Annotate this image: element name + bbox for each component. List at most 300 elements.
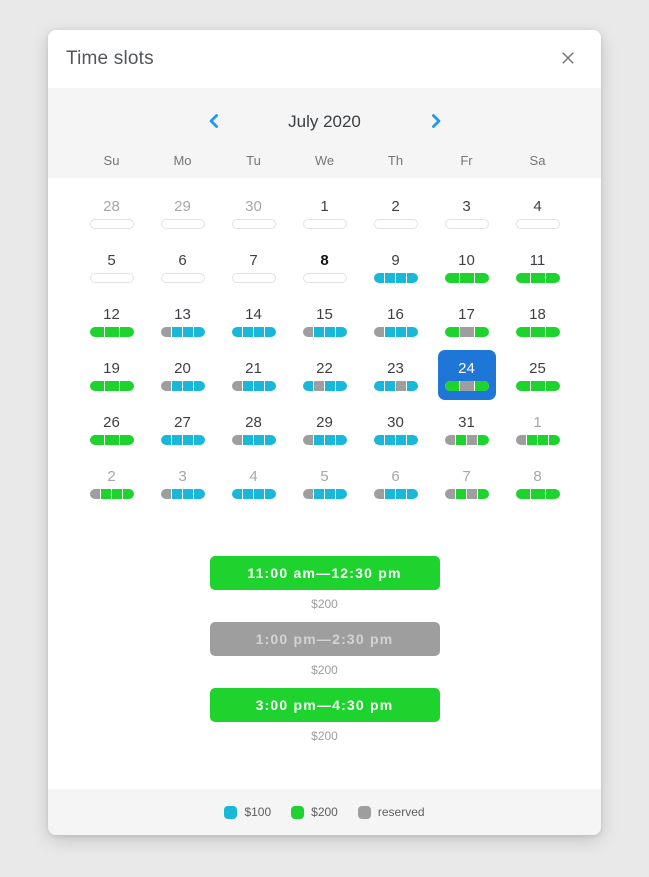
- time-slot-button[interactable]: 3:00 pm—4:30 pm: [210, 688, 440, 722]
- slot-segment-blue: [172, 381, 182, 391]
- availability-bar: [232, 327, 276, 337]
- slot-segment-green: [475, 327, 489, 337]
- modal-title: Time slots: [66, 48, 154, 69]
- slot-segment-blue: [254, 327, 264, 337]
- day-column: [360, 402, 431, 456]
- slot-segment-blue: [396, 327, 406, 337]
- slot-segment-green: [546, 381, 560, 391]
- slot-segment-gray: [303, 327, 313, 337]
- day-column: [218, 294, 289, 348]
- day-cell[interactable]: [225, 458, 283, 508]
- availability-bar: [445, 273, 489, 283]
- legend-label: $100: [244, 805, 272, 819]
- day-cell[interactable]: [509, 296, 567, 346]
- day-number: 18: [529, 305, 546, 323]
- slot-segment-blue: [407, 327, 417, 337]
- time-slot-button[interactable]: 1:00 pm—2:30 pm: [210, 622, 440, 656]
- availability-bar: [90, 381, 134, 391]
- availability-bar: [303, 381, 347, 391]
- slot-segment-blue: [194, 327, 204, 337]
- day-column: [431, 348, 502, 402]
- availability-bar: [445, 381, 489, 391]
- slot-segment-green: [531, 327, 545, 337]
- day-cell[interactable]: [509, 350, 567, 400]
- slot-segment-green: [546, 327, 560, 337]
- availability-bar: [161, 273, 205, 283]
- availability-bar: [232, 381, 276, 391]
- day-cell[interactable]: [83, 458, 141, 508]
- slot-segment-gray: [161, 381, 171, 391]
- day-column: [147, 348, 218, 402]
- slot-segment-blue: [183, 435, 193, 445]
- day-column: [147, 456, 218, 510]
- day-column: [431, 456, 502, 510]
- day-column: [289, 294, 360, 348]
- slot-segment-gray: [396, 381, 406, 391]
- slot-segment-gray: [445, 489, 455, 499]
- slot-segment-green: [460, 273, 474, 283]
- previous-month-button[interactable]: [201, 109, 227, 135]
- slot-segment-gray: [516, 435, 526, 445]
- week-row: [48, 186, 601, 240]
- availability-bar: [374, 381, 418, 391]
- day-column: [289, 456, 360, 510]
- day-cell[interactable]: [154, 242, 212, 292]
- slot-segment-green: [549, 435, 559, 445]
- legend-footer: [48, 789, 601, 835]
- day-column: [218, 456, 289, 510]
- day-column: [147, 294, 218, 348]
- slot-segment-blue: [194, 381, 204, 391]
- day-number: 6: [391, 467, 400, 485]
- day-number: 3: [178, 467, 187, 485]
- slot-segment-blue: [336, 327, 346, 337]
- slot-segment-gray: [303, 489, 313, 499]
- day-cell[interactable]: [225, 296, 283, 346]
- day-column: [502, 348, 573, 402]
- month-label: July 2020: [288, 112, 361, 131]
- slot-segment-blue: [303, 381, 313, 391]
- slot-segment-blue: [232, 327, 242, 337]
- availability-bar: [374, 273, 418, 283]
- day-cell[interactable]: [509, 188, 567, 238]
- day-column: [431, 186, 502, 240]
- day-cell[interactable]: [154, 188, 212, 238]
- day-number: 12: [103, 305, 120, 323]
- legend-item-green: [291, 805, 338, 819]
- slot-segment-blue: [374, 273, 384, 283]
- slot-segment-blue: [265, 327, 275, 337]
- day-number: 24: [458, 359, 475, 377]
- slot-segment-green: [105, 381, 119, 391]
- weekday-label: Fr: [460, 152, 473, 168]
- slot-segment-blue: [183, 327, 193, 337]
- slot-segment-green: [120, 435, 134, 445]
- slot-segment-blue: [325, 327, 335, 337]
- slot-segment-green: [531, 489, 545, 499]
- slot-segment-green: [475, 273, 489, 283]
- availability-bar: [303, 273, 347, 283]
- slot-segment-blue: [314, 435, 324, 445]
- availability-bar: [516, 435, 560, 445]
- day-number: 6: [178, 251, 187, 269]
- slot-segment-blue: [385, 327, 395, 337]
- availability-bar: [90, 435, 134, 445]
- day-number: 10: [458, 251, 475, 269]
- weekday-label: Sa: [529, 152, 546, 168]
- slot-segment-green: [516, 273, 530, 283]
- slot-segment-green: [445, 381, 459, 391]
- slot-segment-green: [90, 435, 104, 445]
- day-cell[interactable]: [83, 242, 141, 292]
- month-navigation: [48, 102, 601, 142]
- slot-segment-blue: [243, 435, 253, 445]
- day-cell[interactable]: [154, 458, 212, 508]
- slot-segment-blue: [396, 435, 406, 445]
- day-number: 22: [316, 359, 333, 377]
- slot-segment-green: [516, 381, 530, 391]
- slot-segment-blue: [254, 489, 264, 499]
- slot-segment-gray: [467, 435, 477, 445]
- slot-segment-blue: [396, 273, 406, 283]
- day-cell[interactable]: [296, 350, 354, 400]
- slot-segment-blue: [336, 381, 346, 391]
- day-number: 28: [103, 197, 120, 215]
- slot-segment-blue: [374, 381, 384, 391]
- day-cell[interactable]: [296, 188, 354, 238]
- weekday-header-row: [48, 142, 601, 178]
- slot-segment-gray: [161, 489, 171, 499]
- day-cell[interactable]: [296, 296, 354, 346]
- day-cell[interactable]: [367, 458, 425, 508]
- slot-segment-blue: [325, 435, 335, 445]
- availability-bar: [516, 327, 560, 337]
- slot-segment-blue: [407, 273, 417, 283]
- day-column: [431, 294, 502, 348]
- day-number: 29: [174, 197, 191, 215]
- slot-segment-blue: [407, 381, 417, 391]
- slot-segment-blue: [194, 435, 204, 445]
- slot-segment-green: [101, 489, 111, 499]
- slot-segment-blue: [336, 435, 346, 445]
- availability-bar: [90, 489, 134, 499]
- availability-bar: [516, 219, 560, 229]
- availability-bar: [161, 327, 205, 337]
- day-number: 9: [391, 251, 400, 269]
- day-column: [76, 348, 147, 402]
- day-column: [431, 240, 502, 294]
- week-row: [48, 294, 601, 348]
- week-row: [48, 348, 601, 402]
- slot-segment-blue: [254, 381, 264, 391]
- day-column: [76, 186, 147, 240]
- slot-segment-gray: [303, 435, 313, 445]
- day-column: [76, 456, 147, 510]
- day-cell[interactable]: [438, 296, 496, 346]
- day-column: [502, 294, 573, 348]
- slot-price-label: $200: [311, 729, 338, 743]
- time-slot-button[interactable]: 11:00 am—12:30 pm: [210, 556, 440, 590]
- availability-bar: [303, 489, 347, 499]
- day-number: 2: [107, 467, 116, 485]
- availability-bar: [516, 273, 560, 283]
- day-number: 14: [245, 305, 262, 323]
- day-number: 20: [174, 359, 191, 377]
- slot-segment-gray: [374, 327, 384, 337]
- day-cell[interactable]: [296, 242, 354, 292]
- slot-segment-blue: [314, 489, 324, 499]
- day-cell[interactable]: [83, 404, 141, 454]
- slot-segment-green: [120, 381, 134, 391]
- slot-segment-blue: [265, 381, 275, 391]
- availability-bar: [90, 327, 134, 337]
- slot-segment-blue: [254, 435, 264, 445]
- day-number: 30: [387, 413, 404, 431]
- chevron-right-icon: [425, 110, 447, 135]
- close-button[interactable]: [555, 46, 581, 72]
- weekday-label: Su: [103, 152, 120, 168]
- day-column: [360, 294, 431, 348]
- legend-item-gray: [358, 805, 425, 819]
- availability-bar: [303, 327, 347, 337]
- day-column: [218, 402, 289, 456]
- day-cell[interactable]: [83, 296, 141, 346]
- slot-segment-green: [445, 273, 459, 283]
- slot-segment-green: [456, 435, 466, 445]
- day-cell[interactable]: [296, 458, 354, 508]
- day-cell[interactable]: [154, 296, 212, 346]
- day-number: 5: [320, 467, 329, 485]
- availability-bar: [90, 219, 134, 229]
- day-cell[interactable]: [367, 188, 425, 238]
- day-number: 15: [316, 305, 333, 323]
- day-number: 1: [320, 197, 329, 215]
- slot-segment-green: [90, 381, 104, 391]
- day-number: 29: [316, 413, 333, 431]
- availability-bar: [161, 489, 205, 499]
- slot-segment-blue: [243, 489, 253, 499]
- availability-bar: [161, 219, 205, 229]
- slot-segment-green: [546, 273, 560, 283]
- slot-segment-blue: [232, 489, 242, 499]
- slot-segment-blue: [194, 489, 204, 499]
- time-slots-section: [48, 556, 601, 743]
- time-slot-item: [210, 688, 440, 743]
- slot-segment-blue: [385, 435, 395, 445]
- slot-segment-blue: [243, 381, 253, 391]
- day-cell[interactable]: [154, 350, 212, 400]
- availability-bar: [303, 435, 347, 445]
- slot-price-label: $200: [311, 663, 338, 677]
- slot-segment-green: [527, 435, 537, 445]
- day-number: 8: [533, 467, 542, 485]
- slot-segment-green: [456, 489, 466, 499]
- slot-segment-blue: [172, 327, 182, 337]
- spacer: [48, 743, 601, 789]
- day-number: 31: [458, 413, 475, 431]
- day-cell[interactable]: [509, 242, 567, 292]
- slot-segment-green: [105, 435, 119, 445]
- availability-bar: [90, 273, 134, 283]
- availability-bar: [374, 327, 418, 337]
- day-cell[interactable]: [509, 458, 567, 508]
- slot-segment-green: [531, 273, 545, 283]
- day-cell[interactable]: [296, 404, 354, 454]
- time-slot-item: [210, 556, 440, 611]
- slot-segment-green: [123, 489, 133, 499]
- day-cell[interactable]: [438, 458, 496, 508]
- day-cell[interactable]: [225, 188, 283, 238]
- day-number: 30: [245, 197, 262, 215]
- day-number: 2: [391, 197, 400, 215]
- availability-bar: [232, 219, 276, 229]
- availability-bar: [445, 327, 489, 337]
- calendar-header-band: [48, 88, 601, 178]
- slot-segment-blue: [407, 435, 417, 445]
- modal-header: [48, 30, 601, 88]
- day-column: [360, 186, 431, 240]
- day-cell[interactable]: [509, 404, 567, 454]
- day-cell[interactable]: [83, 350, 141, 400]
- slot-segment-blue: [172, 489, 182, 499]
- legend-label: reserved: [377, 805, 425, 819]
- day-column: [289, 402, 360, 456]
- day-column: [502, 240, 573, 294]
- slot-segment-blue: [265, 435, 275, 445]
- day-cell[interactable]: [225, 350, 283, 400]
- slot-segment-gray: [374, 489, 384, 499]
- availability-bar: [303, 219, 347, 229]
- legend-dot-green-icon: [291, 806, 304, 819]
- day-column: [76, 240, 147, 294]
- slot-segment-green: [120, 327, 134, 337]
- slot-segment-gray: [232, 381, 242, 391]
- day-cell[interactable]: [367, 404, 425, 454]
- day-cell[interactable]: [438, 350, 496, 400]
- day-number: 11: [529, 251, 546, 269]
- availability-bar: [374, 219, 418, 229]
- day-cell[interactable]: [438, 242, 496, 292]
- time-slot-item: [210, 622, 440, 677]
- day-column: [76, 402, 147, 456]
- day-column: [289, 240, 360, 294]
- day-cell[interactable]: [367, 242, 425, 292]
- slot-segment-green: [105, 327, 119, 337]
- day-number: 13: [174, 305, 191, 323]
- day-number: 3: [462, 197, 471, 215]
- slot-segment-gray: [467, 489, 477, 499]
- calendar-grid: [48, 178, 601, 510]
- day-column: [360, 456, 431, 510]
- slot-segment-blue: [265, 489, 275, 499]
- day-column: [360, 348, 431, 402]
- availability-bar: [374, 435, 418, 445]
- availability-bar: [445, 435, 489, 445]
- slot-segment-blue: [336, 489, 346, 499]
- day-number: 8: [320, 251, 329, 269]
- day-number: 23: [387, 359, 404, 377]
- day-column: [502, 402, 573, 456]
- slot-segment-green: [475, 381, 489, 391]
- day-cell[interactable]: [154, 404, 212, 454]
- slot-segment-blue: [325, 489, 335, 499]
- slot-segment-green: [516, 489, 530, 499]
- slot-segment-blue: [385, 273, 395, 283]
- day-column: [147, 240, 218, 294]
- day-column: [289, 186, 360, 240]
- slot-segment-green: [90, 327, 104, 337]
- availability-bar: [445, 489, 489, 499]
- slot-segment-green: [478, 435, 488, 445]
- day-cell[interactable]: [438, 188, 496, 238]
- weekday-label: We: [314, 152, 335, 168]
- slot-segment-blue: [385, 381, 395, 391]
- availability-bar: [161, 435, 205, 445]
- day-column: [431, 402, 502, 456]
- day-number: 7: [462, 467, 471, 485]
- day-column: [147, 402, 218, 456]
- slot-segment-blue: [407, 489, 417, 499]
- day-cell[interactable]: [367, 350, 425, 400]
- slot-segment-gray: [460, 327, 474, 337]
- day-column: [502, 186, 573, 240]
- day-number: 16: [387, 305, 404, 323]
- slot-segment-green: [516, 327, 530, 337]
- next-month-button[interactable]: [423, 109, 449, 135]
- day-number: 4: [533, 197, 542, 215]
- slot-segment-green: [112, 489, 122, 499]
- day-column: [76, 294, 147, 348]
- slot-price-label: $200: [311, 597, 338, 611]
- availability-bar: [516, 381, 560, 391]
- slot-segment-green: [445, 327, 459, 337]
- slot-segment-blue: [385, 489, 395, 499]
- week-row: [48, 402, 601, 456]
- availability-bar: [232, 489, 276, 499]
- day-number: 5: [107, 251, 116, 269]
- day-number: 28: [245, 413, 262, 431]
- slot-segment-blue: [183, 381, 193, 391]
- slot-segment-gray: [90, 489, 100, 499]
- day-cell[interactable]: [83, 188, 141, 238]
- weekday-label: Tu: [246, 152, 261, 168]
- day-number: 4: [249, 467, 258, 485]
- chevron-left-icon: [203, 110, 225, 135]
- week-row: [48, 456, 601, 510]
- day-column: [289, 348, 360, 402]
- day-cell[interactable]: [225, 404, 283, 454]
- day-number: 26: [103, 413, 120, 431]
- day-cell[interactable]: [367, 296, 425, 346]
- availability-bar: [516, 489, 560, 499]
- day-cell[interactable]: [225, 242, 283, 292]
- availability-bar: [232, 273, 276, 283]
- day-number: 25: [529, 359, 546, 377]
- availability-bar: [374, 489, 418, 499]
- day-number: 7: [249, 251, 258, 269]
- day-column: [218, 240, 289, 294]
- slot-segment-blue: [374, 435, 384, 445]
- availability-bar: [161, 381, 205, 391]
- day-number: 19: [103, 359, 120, 377]
- day-number: 17: [458, 305, 475, 323]
- slot-segment-gray: [232, 435, 242, 445]
- legend-dot-blue-icon: [224, 806, 237, 819]
- slot-segment-green: [531, 381, 545, 391]
- slot-segment-blue: [243, 327, 253, 337]
- day-cell[interactable]: [438, 404, 496, 454]
- day-column: [147, 186, 218, 240]
